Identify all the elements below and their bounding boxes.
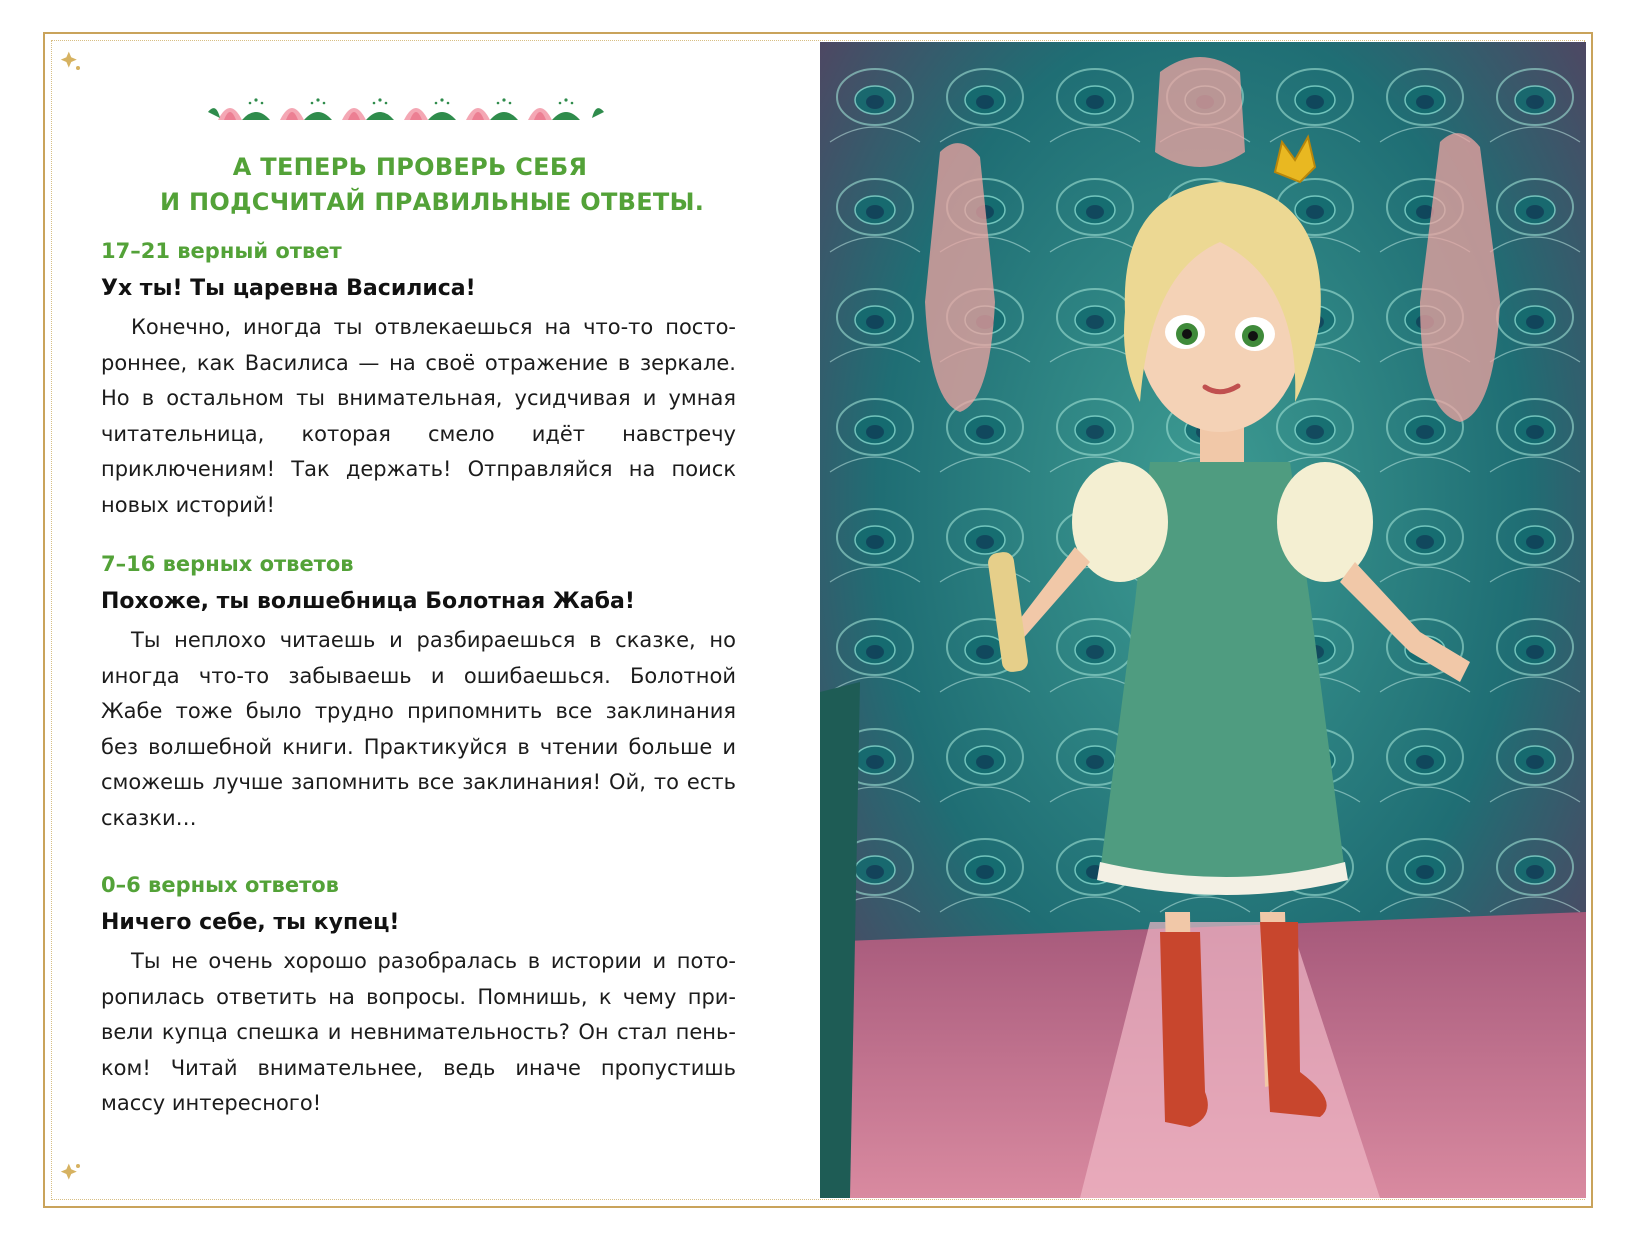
result-section-medium	[101, 549, 736, 837]
result-verdict: Похоже, ты волшебница Болотная Жаба!	[101, 589, 635, 614]
result-verdict: Ничего себе, ты купец!	[101, 910, 400, 935]
lotus-ornament-divider	[208, 92, 604, 128]
heading-line-2: И ПОДСЧИТАЙ ПРАВИЛЬНЫЕ ОТВЕТЫ.	[160, 188, 705, 216]
result-section-high	[101, 236, 736, 524]
result-verdict: Ух ты! Ты царевна Василиса!	[101, 276, 476, 301]
result-description: Конечно, иногда ты отвлекаешься на что-то постороннее, как Василиса — на своё отражение в зеркале. Но в остальном ты внимательная, усидчивая и умная читательница, которая смело идёт навстречу приключениям! Так держать! Отправляйся на поиск новых историй!	[101, 315, 736, 517]
result-description: Ты неплохо читаешь и разбираешься в сказке, но иногда что-то забываешь и ошибаешься. Болотной Жабе тоже было трудно припомнить все заклинания без волшебной книги. Практикуйся в чтении больше и сможешь лучше запомнить все заклинания! Ой, то есть сказки…	[101, 628, 736, 830]
result-description: Ты не очень хорошо разобралась в истории и поторопилась ответить на вопросы. Помнишь, к чему привели купца спешка и невнимательность? Он стал пеньком! Читай внимательнее, ведь иначе пропустишь массу интересного!	[101, 949, 736, 1116]
result-section-low	[101, 870, 736, 1122]
result-range: 0–6 верных ответов	[101, 873, 339, 897]
princess-vasilisa-illustration	[820, 42, 1586, 1198]
gold-star-corner-icon	[58, 48, 86, 76]
result-range: 7–16 верных ответов	[101, 552, 354, 576]
quiz-results-heading	[160, 150, 705, 220]
gold-star-corner-icon	[58, 1160, 86, 1188]
heading-line-1: А ТЕПЕРЬ ПРОВЕРЬ СЕБЯ	[232, 153, 588, 181]
result-range: 17–21 верный ответ	[101, 239, 342, 263]
